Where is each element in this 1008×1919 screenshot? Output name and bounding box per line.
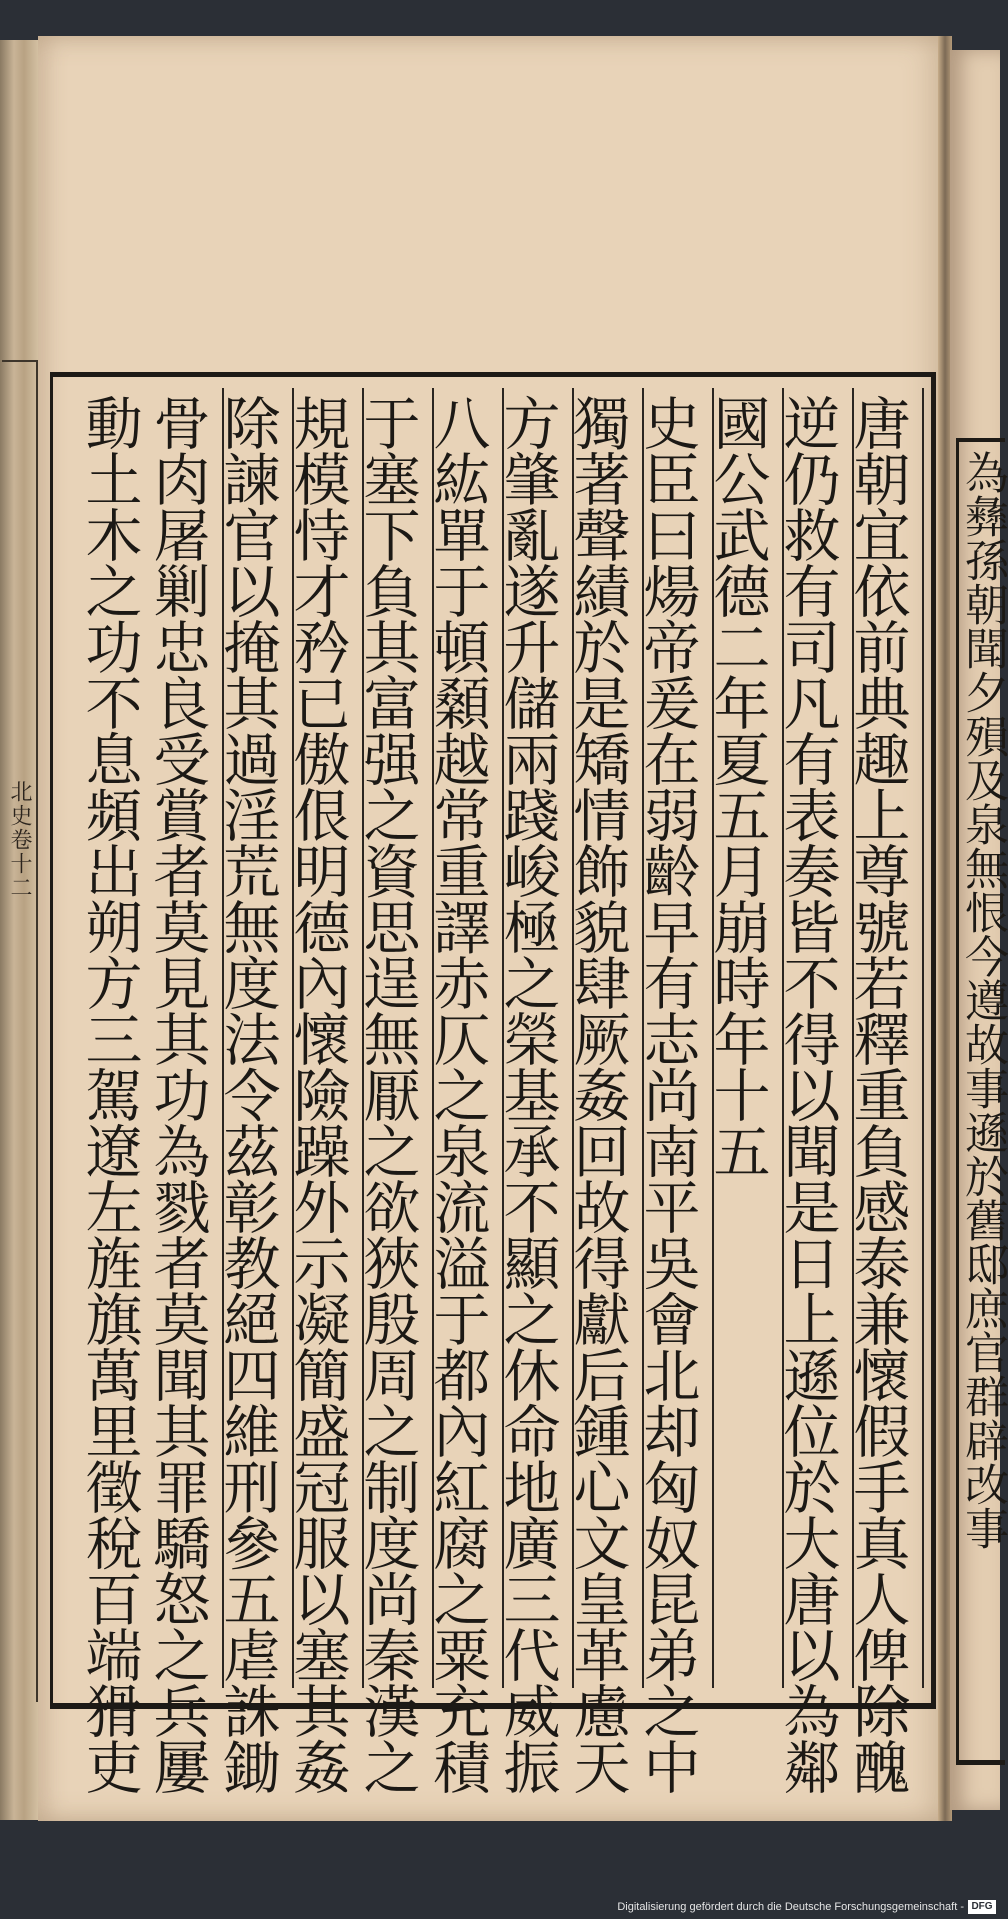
text-column-12: 動土木之功不息頻出朔方三駕遼左旌旗萬里徵稅百端猾吏 xyxy=(76,394,142,1794)
text-column-5: 獨著聲績於是矯情飾貌肆厥姦回故得獻后鍾心文皇革慮天 xyxy=(554,388,644,1688)
text-column-4: 史臣曰煬帝爰在弱齡早有志尚南平吳會北却匈奴昆弟之中 xyxy=(624,388,714,1688)
text-column-11: 骨肉屠剿忠良受賞者莫見其功為戮者莫聞其罪驕怒之兵屢 xyxy=(134,388,224,1688)
text-column-3: 國公武德二年夏五月崩時年十五 xyxy=(694,388,784,1688)
spine-label: 北史卷十二 xyxy=(7,780,32,900)
text-column-6: 方肇亂遂升儲兩踐峻極之榮基承不顯之休命地廣三代威振 xyxy=(484,388,574,1688)
page-margin-rule xyxy=(2,360,38,1702)
dfg-logo: DFG xyxy=(968,1900,996,1914)
facing-page-column: 為彝孫朝聞夕殞及泉無恨今遵故事遜於舊邸庶官群辟改事 xyxy=(956,438,1005,1765)
text-columns xyxy=(58,388,924,1794)
funding-credit: Digitalisierung gefördert durch die Deutsche Forschungsgemeinschaft - xyxy=(617,1901,964,1913)
text-column-8: 于塞下負其富强之資思逞無厭之欲狹殷周之制度尚秦漢之 xyxy=(344,388,434,1688)
facing-page xyxy=(950,50,1008,1810)
text-column-10: 除諫官以掩其過淫荒無度法令茲彰教絕四維刑參五虐誅鋤 xyxy=(204,388,294,1688)
text-column-9: 規模恃才矜已傲佷明德內懷險躁外示凝簡盛冠服以塞其姦 xyxy=(274,388,364,1688)
text-column-7: 八紘單于頓顙越常重譯赤仄之泉流溢于都內紅腐之粟充積 xyxy=(414,388,504,1688)
text-column-2: 逆仍救有司凡有表奏皆不得以聞是日上遜位於大唐以為鄰 xyxy=(764,388,854,1688)
text-column-1: 唐朝宜依前典趣上尊號若釋重負感泰兼懷假手真人俾除醜 xyxy=(834,388,924,1688)
footer-bar xyxy=(0,1891,1000,1919)
